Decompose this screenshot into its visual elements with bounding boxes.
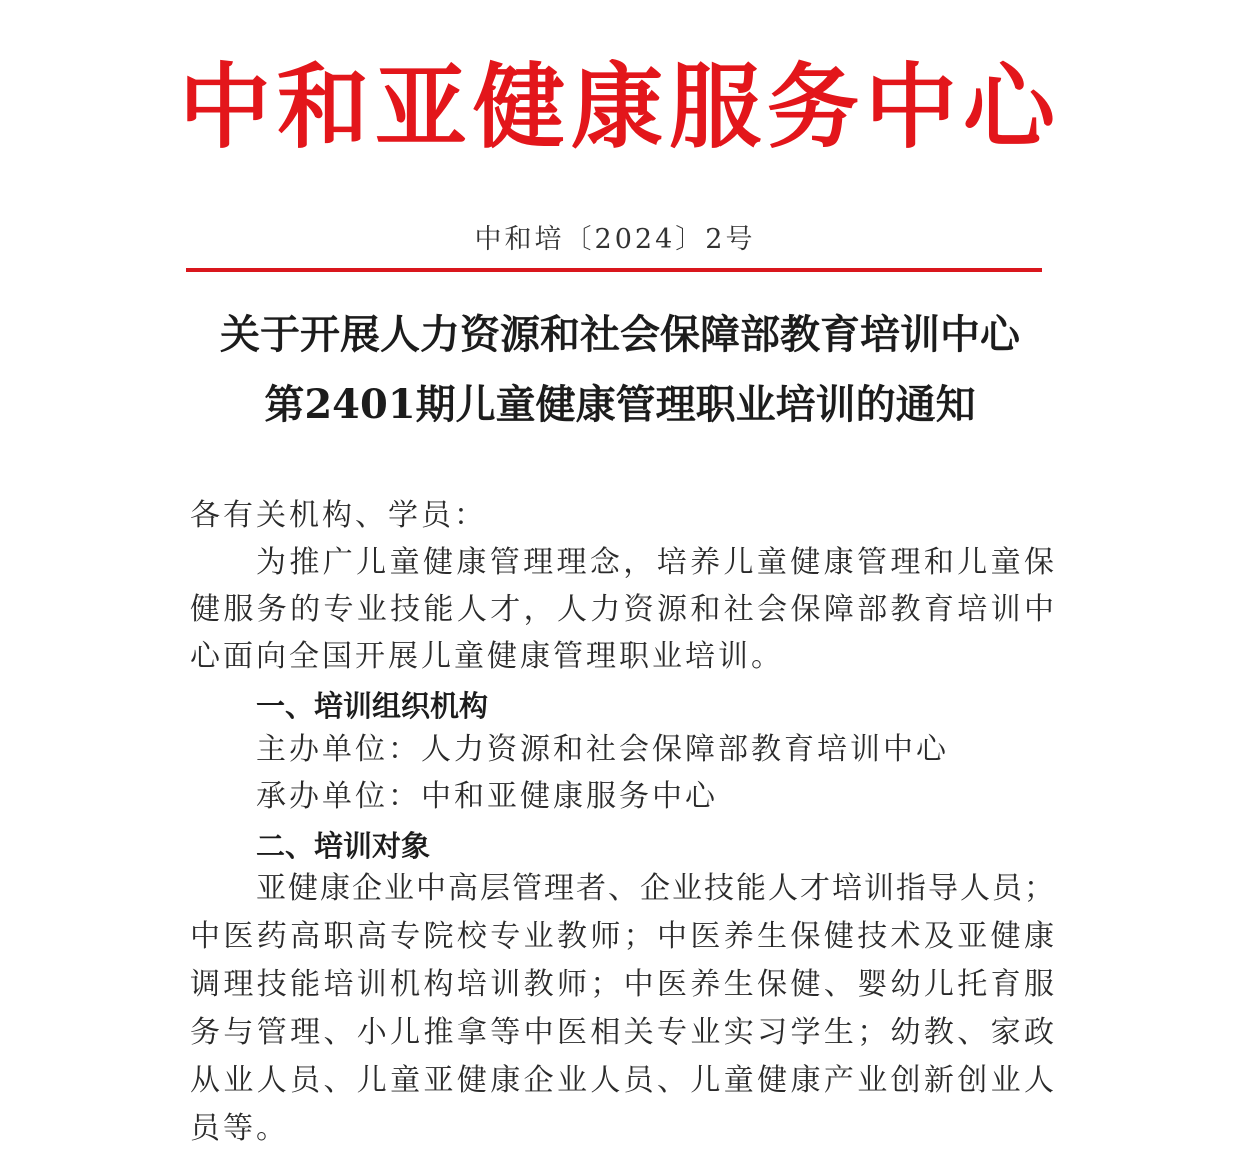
document-number: 中和培〔2024〕2号 xyxy=(474,224,756,255)
trainee-paragraph-line: 从业人员、儿童亚健康企业人员、儿童健康产业创新创业人 xyxy=(190,1063,1054,1098)
host-unit-line: 主办单位：人力资源和社会保障部教育培训中心 xyxy=(256,732,949,767)
intro-paragraph-line: 心面向全国开展儿童健康管理职业培训。 xyxy=(190,639,784,674)
notice-title-line-1: 关于开展人力资源和社会保障部教育培训中心 xyxy=(220,311,1020,358)
section-2-heading: 二、培训对象 xyxy=(256,829,431,863)
trainee-paragraph-line: 员等。 xyxy=(190,1111,289,1146)
trainee-paragraph-line: 中医药高职高专院校专业教师；中医养生保健技术及亚健康 xyxy=(190,919,1054,954)
trainee-paragraph-line: 务与管理、小儿推拿等中医相关专业实习学生；幼教、家政 xyxy=(190,1015,1054,1050)
red-divider-rule xyxy=(186,268,1042,272)
section-1-heading: 一、培训组织机构 xyxy=(256,689,489,723)
intro-paragraph-line: 为推广儿童健康管理理念，培养儿童健康管理和儿童保 xyxy=(256,545,1054,580)
notice-title-line-2: 第2401期儿童健康管理职业培训的通知 xyxy=(264,381,976,428)
intro-paragraph-line: 健服务的专业技能人才，人力资源和社会保障部教育培训中 xyxy=(190,592,1054,627)
salutation: 各有关机构、学员： xyxy=(190,498,487,533)
trainee-paragraph-line: 亚健康企业中高层管理者、企业技能人才培训指导人员； xyxy=(256,871,1054,906)
trainee-paragraph-line: 调理技能培训机构培训教师；中医养生保健、婴幼儿托育服 xyxy=(190,967,1054,1002)
organizer-unit-line: 承办单位：中和亚健康服务中心 xyxy=(256,779,718,814)
organization-header: 中和亚健康服务中心 xyxy=(178,54,1061,161)
